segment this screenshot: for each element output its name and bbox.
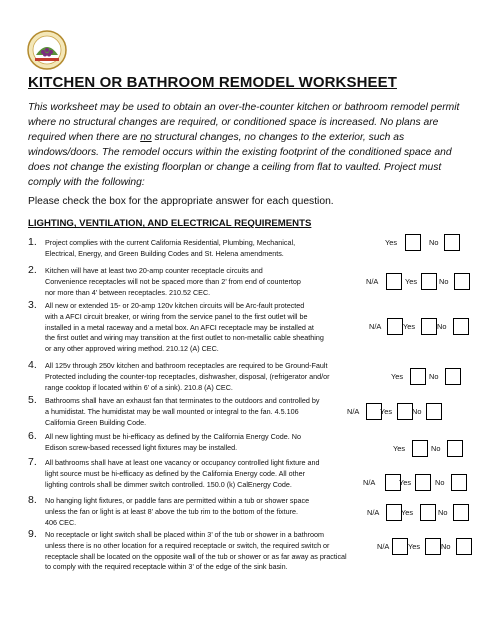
question-number: 4.: [28, 359, 37, 371]
no-checkbox[interactable]: [456, 538, 472, 555]
yes-checkbox[interactable]: [410, 368, 426, 385]
no-checkbox[interactable]: [444, 234, 460, 251]
yes-label: Yes: [385, 238, 398, 247]
section-heading: LIGHTING, VENTILATION, AND ELECTRICAL REQUIREMENTS: [28, 218, 312, 229]
yes-checkbox[interactable]: [405, 234, 421, 251]
question-number: 2.: [28, 264, 37, 276]
na-checkbox[interactable]: [392, 538, 408, 555]
na-label: N/A: [366, 277, 379, 286]
question-text: All 125v through 250v kitchen and bathroom receptacles are required to be Ground-Fault Protected including the counter-top receptacles, dishwasher, disposal, (refrigerator and/or range cooktop if located within 6’ of a sink). 210.8 (A) CEC.: [45, 361, 330, 392]
question-number: 5.: [28, 394, 37, 406]
instruction-text: Please check the box for the appropriate answer for each question.: [28, 196, 334, 207]
yes-label: Yes: [391, 372, 404, 381]
na-checkbox[interactable]: [386, 504, 402, 521]
no-label: No: [438, 508, 448, 517]
no-label: No: [441, 542, 451, 551]
yes-checkbox[interactable]: [420, 504, 436, 521]
question-number: 6.: [28, 430, 37, 442]
question-text: Bathrooms shall have an exhaust fan that terminates to the outdoors and controlled by a humidistat. The humidistat may be wall mounted or integral to the fan. 4.5.106 California Green Building Code.: [45, 396, 320, 427]
yes-checkbox[interactable]: [425, 538, 441, 555]
na-checkbox[interactable]: [386, 273, 402, 290]
question-text: No hanging light fixtures, or paddle fans are permitted within a tub or shower space unless the fan or light is at least 8’ above the tub rim to the bottom of the fixture. 406 CEC.: [45, 496, 310, 527]
no-label: No: [431, 444, 441, 453]
na-label: N/A: [363, 478, 376, 487]
no-label: No: [437, 322, 447, 331]
no-label: No: [435, 478, 445, 487]
question-text: No receptacle or light switch shall be placed within 3’ of the tub or shower in a bathroom unless there is no other location for a required receptacle or switch, the required switch or receptacle shall be located on the opposite wall of the tub or shower or as far away as practical to comply with the required receptacle within 3’ of the edge of the sink basin.: [45, 530, 347, 572]
na-label: N/A: [377, 542, 390, 551]
yes-checkbox[interactable]: [415, 474, 431, 491]
no-label: No: [429, 238, 439, 247]
no-checkbox[interactable]: [426, 403, 442, 420]
yes-label: Yes: [399, 478, 412, 487]
question-text: Kitchen will have at least two 20-amp counter receptacle circuits and Convenience receptacles will not be spaced more than 2’ from end of countertop nor more than 4’ between receptacles. 210.52 CEC.: [45, 266, 301, 297]
question-text: Project complies with the current California Residential, Plumbing, Mechanical, Electrical, Energy, and Green Building Codes and St. Helena amendments.: [45, 238, 296, 258]
yes-checkbox[interactable]: [412, 440, 428, 457]
no-checkbox[interactable]: [451, 474, 467, 491]
question-number: 7.: [28, 456, 37, 468]
na-label: N/A: [367, 508, 380, 517]
na-checkbox[interactable]: [387, 318, 403, 335]
no-checkbox[interactable]: [453, 504, 469, 521]
yes-label: Yes: [403, 322, 416, 331]
question-text: All new or extended 15- or 20-amp 120v kitchen circuits will be Arc-fault protected with a AFCI circuit breaker, or wiring from the service panel to the first outlet will be installed in a metal raceway and a metal box. An AFCI receptacle may be installed at the first outlet and wiring may transition at the first outlet to non-metallic cable sheathing or any other approved wiring method. 210.12 (A) CEC.: [45, 301, 324, 354]
yes-label: Yes: [380, 407, 393, 416]
intro-paragraph: This worksheet may be used to obtain an over-the-counter kitchen or bathroom remodel permit where no structural changes are required, or conditioned space is increased. No plans are required when there are no structural changes, no changes to the exterior, such as windows/doors. The remodel occurs within the existing footprint of the conditioned space and does not change the existing floorplan or change a ceiling from flat to vaulted. Project must comply with the following:: [28, 102, 460, 188]
yes-label: Yes: [401, 508, 414, 517]
no-checkbox[interactable]: [453, 318, 469, 335]
yes-label: Yes: [405, 277, 418, 286]
no-checkbox[interactable]: [445, 368, 461, 385]
na-label: N/A: [347, 407, 360, 416]
question-text: All bathrooms shall have at least one vacancy or occupancy controlled light fixture and light source must be hi-efficacy as defined by the California Energy code. All other lighting controls shall be dimmer switch controlled. 150.0 (k) CalEnergy Code.: [45, 458, 320, 489]
question-number: 8.: [28, 494, 37, 506]
question-text: All new lighting must be hi-efficacy as defined by the California Energy Code. No Edison screw-based recessed light fixtures may be installed.: [45, 432, 301, 452]
no-label: No: [429, 372, 439, 381]
no-checkbox[interactable]: [454, 273, 470, 290]
question-number: 9.: [28, 528, 37, 540]
city-seal-logo: [27, 30, 67, 70]
yes-label: Yes: [393, 444, 406, 453]
yes-checkbox[interactable]: [421, 273, 437, 290]
yes-checkbox[interactable]: [397, 403, 413, 420]
no-label: No: [439, 277, 449, 286]
worksheet-title: KITCHEN OR BATHROOM REMODEL WORKSHEET: [28, 74, 397, 91]
question-number: 1.: [28, 236, 37, 248]
yes-checkbox[interactable]: [421, 318, 437, 335]
na-label: N/A: [369, 322, 382, 331]
no-checkbox[interactable]: [447, 440, 463, 457]
question-number: 3.: [28, 299, 37, 311]
yes-label: Yes: [408, 542, 421, 551]
no-label: No: [412, 407, 422, 416]
